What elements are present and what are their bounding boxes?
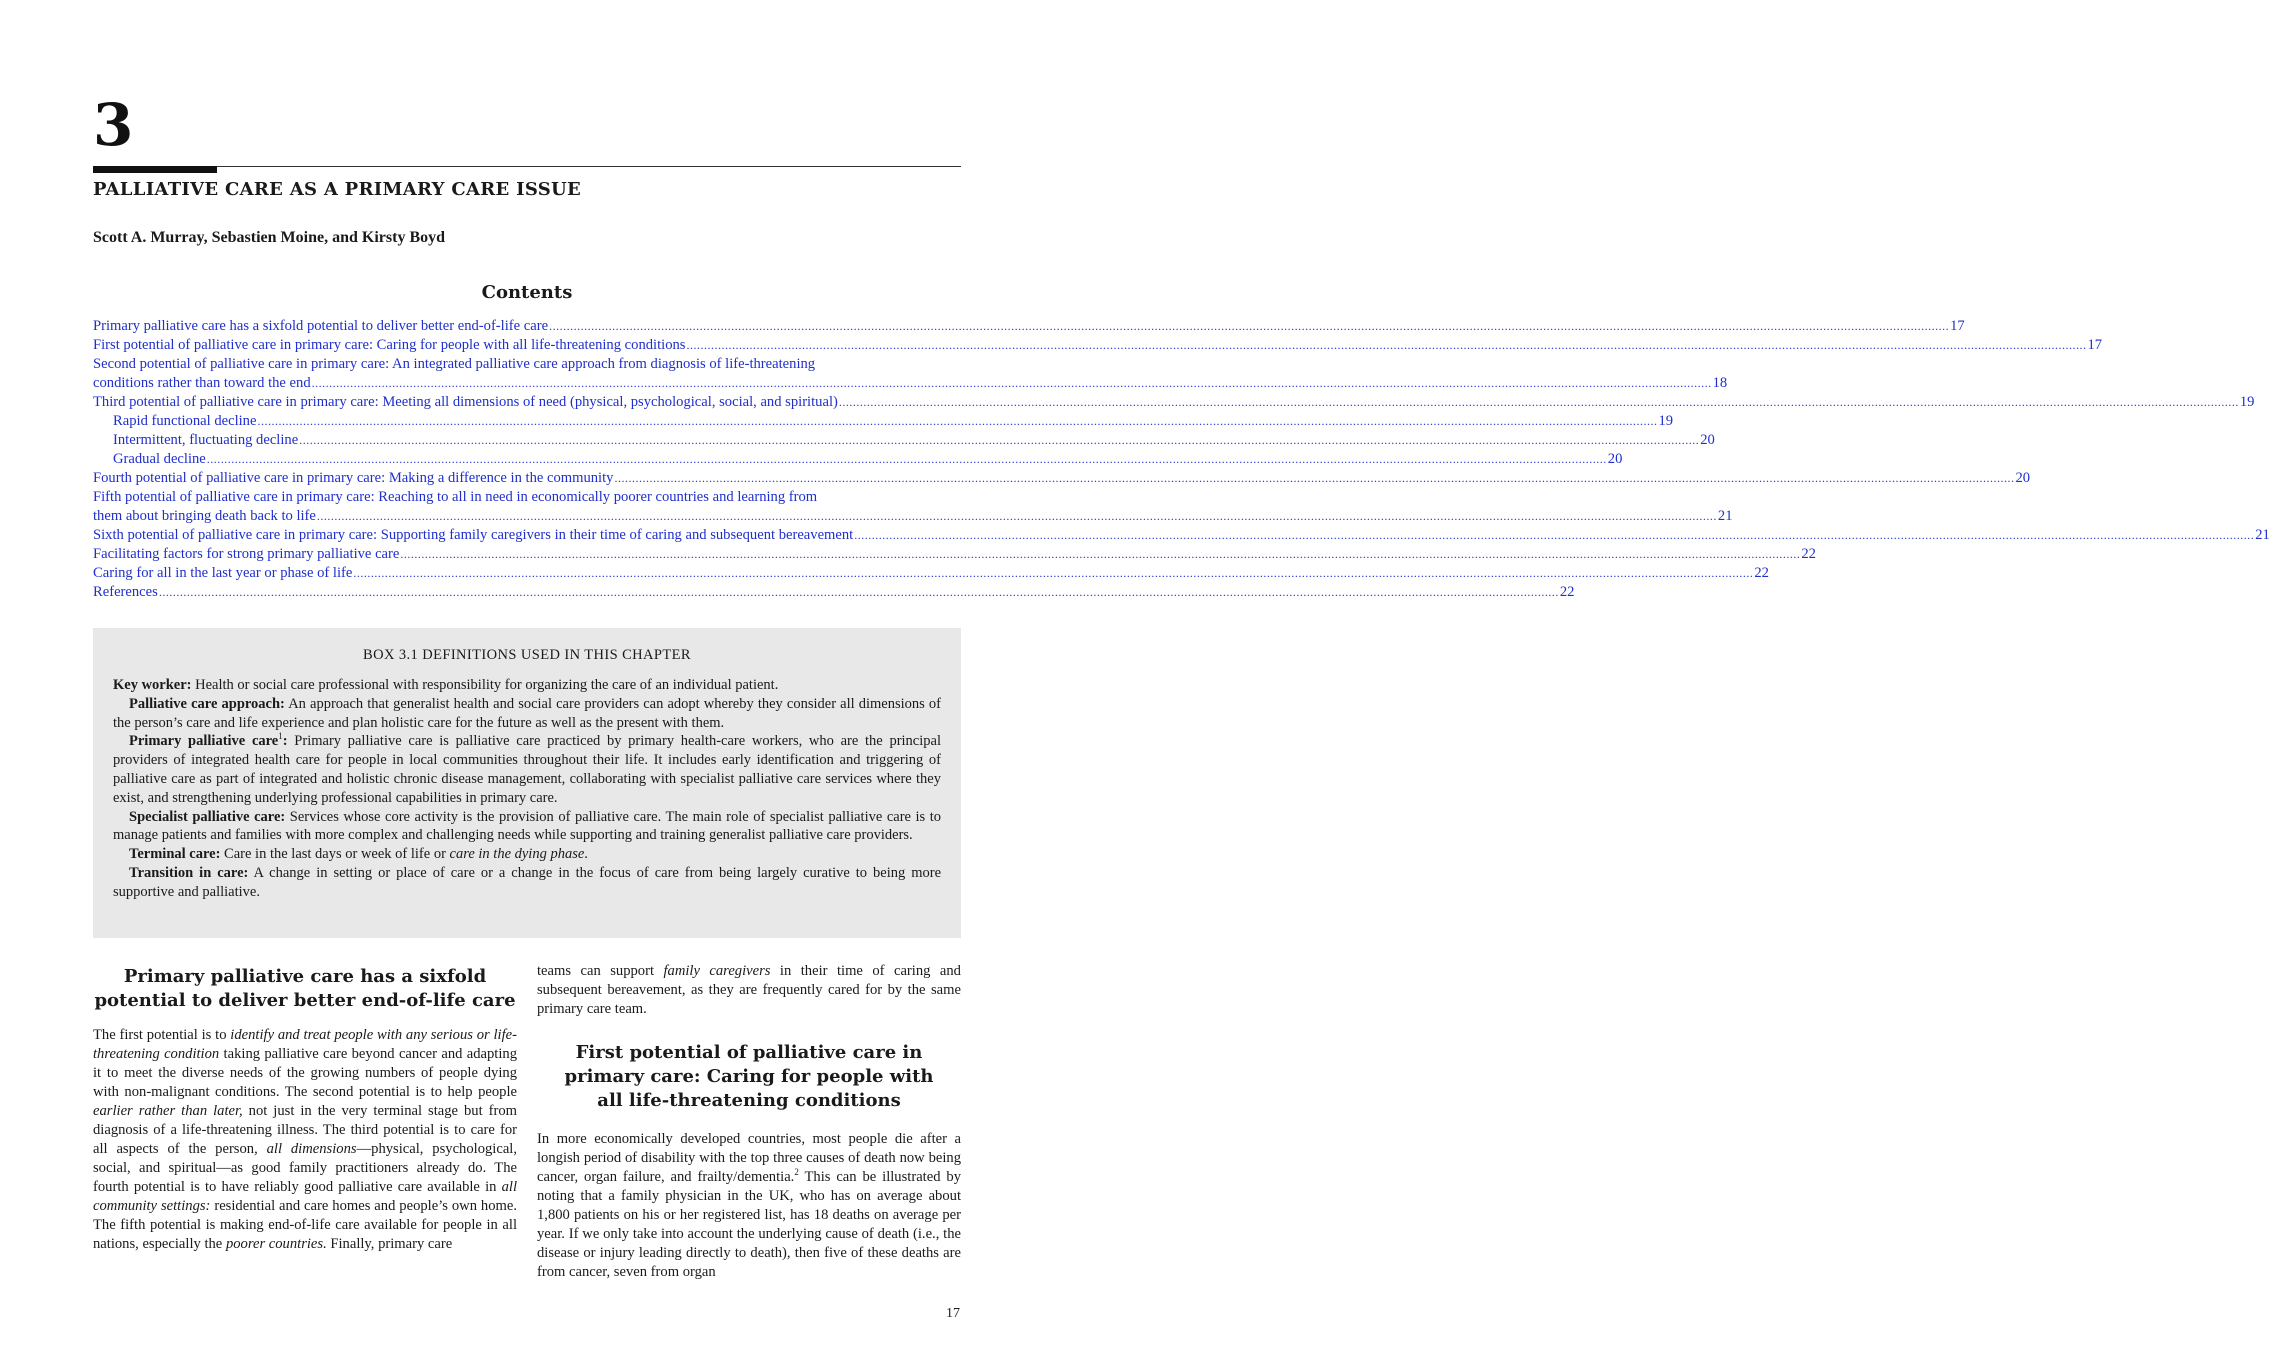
toc-leader-dots: ................................................................................................................................................................................................................................................................................................................................................................................................................ [614,471,2015,485]
toc-leader-dots: ................................................................................................................................................................................................................................................................................................................................................................................................................ [158,585,1559,599]
toc-entry-text: First potential of palliative care in primary care: Caring for people with all life-threatening conditions [93,337,686,353]
toc-page-number: 22 [1559,584,1575,600]
toc-entry[interactable] [93,317,1965,336]
toc-entry[interactable] [93,564,1769,583]
contents-heading: Contents [481,282,573,303]
toc-entry-text: Third potential of palliative care in primary care: Meeting all dimensions of need (physical, psychological, social, and spiritual) [93,394,838,410]
toc-entry[interactable] [93,355,1728,393]
section-heading-sixfold: Primary palliative care has a sixfold potential to deliver better end-of-life care [94,966,516,1011]
toc-page-number: 17 [2087,337,2103,353]
definition-primary-palliative-care: Primary palliative care$^1$: Primary palliative care is palliative care practiced by primary health-care workers, who are the principal providers of integrated health care for people in local communities throughout their life. It includes early identification and triggering of palliative care as part of integrated and holistic chronic disease management, collaborating with specialist palliative care services where they exist, and strengthening underlying professional capabilities in primary care. [113,731,941,806]
toc-leader-dots: ................................................................................................................................................................................................................................................................................................................................................................................................................ [311,376,1712,390]
toc-leader-dots: ................................................................................................................................................................................................................................................................................................................................................................................................................ [353,566,1754,580]
body-paragraph: The first potential is to identify and treat people with any serious or life-threatening condition taking palliative care beyond cancer and adapting it to meet the diverse needs of the growing numbers of people dying with non-malignant conditions. The second potential is to help people earlier rather than later, not just in the very terminal stage but from diagnosis of a life-threatening illness. The third potential is to care for all aspects of the person, all dimensions—physical, psychological, social, and spiritual—as good family practitioners already do. The fourth potential is to have reliably good palliative care available in all community settings: residential and care homes and people’s own home. The fifth potential is making end-of-life care available for people in all nations, especially the poorer countries. Finally, primary care [93,1027,518,1252]
toc-page-number: 22 [1801,546,1816,562]
footnote-ref[interactable]: 2 [794,1167,799,1178]
toc-entry-text: them about bringing death back to life [93,508,316,524]
chapter-rule-thin [93,166,961,167]
toc-page-number: 21 [1717,508,1733,524]
box-body [113,676,941,902]
definition-transition-in-care: Transition in care: A change in setting or place of care or a change in the focus of care from being largely curative to being more supportive and palliative. [113,864,942,900]
toc-leader-dots: ................................................................................................................................................................................................................................................................................................................................................................................................................ [299,433,1700,447]
toc-page-number: 20 [1700,432,1715,448]
toc-entry-text: Facilitating factors for strong primary palliative care [93,546,400,562]
toc-entry-text: Sixth potential of palliative care in primary care: Supporting family caregivers in their time of caring and subsequent bereavement [93,527,854,543]
footnote-ref[interactable]: 1 [278,731,283,742]
table-of-contents [93,317,2270,602]
toc-leader-dots: ................................................................................................................................................................................................................................................................................................................................................................................................................ [549,319,1950,333]
toc-entry[interactable] [93,393,2255,412]
toc-entry[interactable] [93,488,1733,526]
toc-leader-dots: ................................................................................................................................................................................................................................................................................................................................................................................................................ [400,547,1801,561]
toc-entry[interactable] [93,526,2270,545]
toc-entry-text: Primary palliative care has a sixfold potential to deliver better end-of-life care [93,318,549,334]
toc-entry-text: conditions rather than toward the end [93,375,311,391]
toc-entry[interactable] [93,469,2031,488]
toc-page-number: 22 [1754,565,1769,581]
left-column [93,962,517,1254]
toc-entry[interactable] [93,412,1674,431]
toc-entry[interactable] [93,583,1575,602]
toc-entry-text: Fifth potential of palliative care in primary care: Reaching to all in need in economically poorer countries and learning from [93,489,818,505]
toc-entry-text: Caring for all in the last year or phase of life [93,565,353,581]
toc-leader-dots: ................................................................................................................................................................................................................................................................................................................................................................................................................ [206,452,1607,466]
toc-leader-dots: ................................................................................................................................................................................................................................................................................................................................................................................................................ [854,528,2255,542]
toc-entry-text: Intermittent, fluctuating decline [113,432,299,448]
definitions-box [93,628,961,938]
toc-page-number: 20 [2015,470,2031,486]
section-heading-first-potential: First potential of palliative care in primary care: Caring for people with all life-threatening conditions [564,1042,934,1111]
chapter-title: PALLIATIVE CARE AS A PRIMARY CARE ISSUE [93,179,582,200]
toc-leader-dots: ................................................................................................................................................................................................................................................................................................................................................................................................................ [686,338,2087,352]
toc-page-number: 19 [2239,394,2255,410]
body-paragraph: In more economically developed countries, most people die after a longish period of disability with the top three causes of death now being cancer, organ failure, and frailty/dementia.$^2$ This can be illustrated by noting that a family physician in the UK, who has on average about 1,800 patients on his or her registered list, has 18 deaths on average per year. If we only take into account the underlying cause of death (i.e., the disease or injury leading directly to death), then five of these deaths are from cancer, seven from organ [537,1131,961,1280]
toc-entry[interactable] [93,450,1623,469]
chapter-number: 3 [93,91,134,159]
toc-entry-text: Gradual decline [113,451,206,467]
right-column [537,962,961,1282]
toc-entry[interactable] [93,431,1715,450]
toc-entry-text: Rapid functional decline [113,413,257,429]
toc-page-number: 20 [1607,451,1623,467]
page-number: 17 [946,1306,960,1321]
definition-palliative-care-approach: Palliative care approach: An approach that generalist health and social care providers can adopt whereby they consider all dimensions of the person’s care and life experience and plan holistic care for the future as well as the present with them. [113,695,941,731]
toc-leader-dots: ................................................................................................................................................................................................................................................................................................................................................................................................................ [316,509,1717,523]
definition-terminal-care: Terminal care: Care in the last days or week of life or care in the dying phase. [129,846,588,863]
chapter-rule-thick [93,166,217,173]
toc-entry[interactable] [93,545,1816,564]
toc-entry[interactable] [93,336,2103,355]
toc-leader-dots: ................................................................................................................................................................................................................................................................................................................................................................................................................ [257,414,1658,428]
body-paragraph: teams can support family caregivers in their time of caring and subsequent bereavement, as they are frequently cared for by the same primary care team. [537,963,961,1017]
toc-entry-text: Fourth potential of palliative care in primary care: Making a difference in the community [93,470,614,486]
toc-entry-text: Second potential of palliative care in primary care: An integrated palliative care approach from diagnosis of life-threatening [93,356,816,372]
box-title: BOX 3.1 DEFINITIONS USED IN THIS CHAPTER [363,647,691,663]
toc-page-number: 18 [1712,375,1728,391]
definition-specialist-palliative-care: Specialist palliative care: Services whose core activity is the provision of palliative care. The main role of specialist palliative care is to manage patients and families with more complex and challenging needs while supporting and training generalist palliative care providers. [113,808,942,844]
toc-leader-dots: ................................................................................................................................................................................................................................................................................................................................................................................................................ [838,395,2239,409]
definition-key-worker: Key worker: Health or social care professional with responsibility for organizing the care of an individual patient. [113,677,779,693]
chapter-authors: Scott A. Murray, Sebastien Moine, and Kirsty Boyd [93,229,446,246]
toc-page-number: 19 [1658,413,1674,429]
toc-page-number: 17 [1950,318,1965,334]
toc-page-number: 21 [2255,527,2270,543]
toc-entry-text: References [93,584,158,600]
